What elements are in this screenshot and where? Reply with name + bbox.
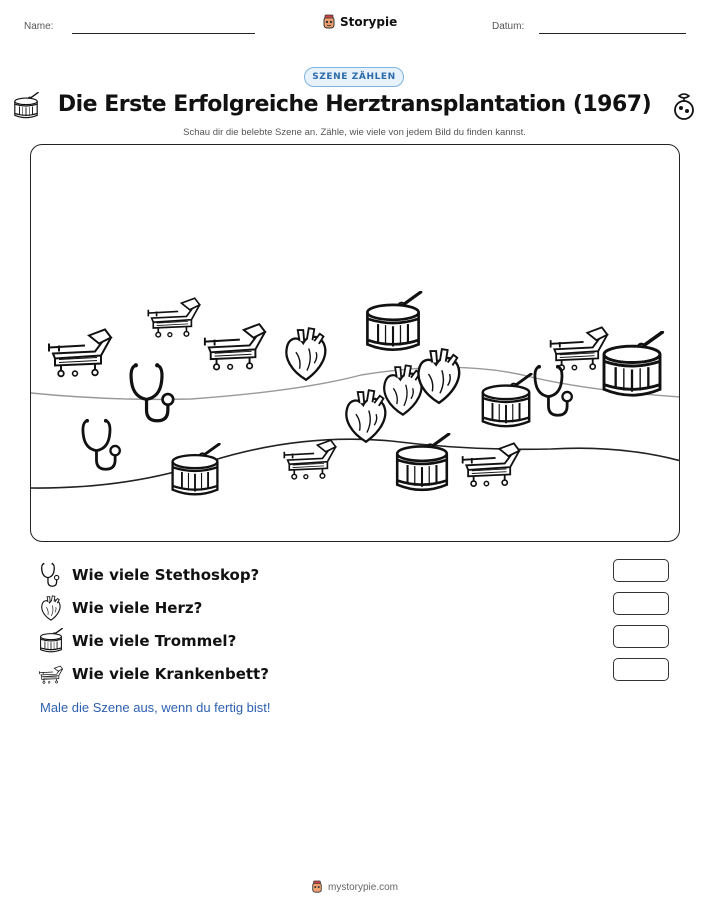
hospital-bed-icon — [201, 317, 269, 373]
drum-icon — [477, 373, 535, 431]
question-text: Wie viele Trommel? — [72, 632, 237, 650]
drum-icon — [597, 331, 667, 401]
answer-box-heart[interactable] — [613, 592, 669, 615]
date-input-line[interactable] — [539, 33, 686, 34]
coloring-instruction: Male die Szene aus, wenn du fertig bist! — [40, 700, 271, 715]
storypie-mascot-icon — [311, 880, 323, 894]
drum-icon — [391, 433, 453, 495]
counting-scene — [30, 144, 680, 542]
hospital-bed-icon — [281, 435, 339, 481]
stethoscope-icon — [79, 417, 127, 473]
hospital-bed-icon — [38, 661, 64, 687]
answer-box-drum[interactable] — [613, 625, 669, 648]
question-text: Wie viele Krankenbett? — [72, 665, 269, 683]
hospital-bed-icon — [45, 321, 115, 381]
stethoscope-icon — [531, 363, 579, 419]
name-label: Name: — [24, 21, 54, 32]
footer — [0, 880, 709, 894]
brand-logo — [322, 14, 397, 30]
heart-icon — [38, 595, 64, 621]
answer-box-hospital-bed[interactable] — [613, 658, 669, 681]
brand-name: Storypie — [340, 15, 398, 29]
question-heart — [38, 595, 202, 621]
page-title: Die Erste Erfolgreiche Herztransplantation (1967) — [57, 92, 652, 117]
question-text: Wie viele Herz? — [72, 599, 203, 617]
stethoscope-icon — [127, 361, 181, 425]
activity-badge: SZENE ZÄHLEN — [304, 67, 404, 87]
hospital-bed-icon — [145, 293, 203, 339]
footer-url[interactable]: mystorypie.com — [327, 881, 398, 893]
decorative-ornament-icon — [671, 92, 697, 122]
name-input-line[interactable] — [72, 33, 255, 34]
answer-box-stethoscope[interactable] — [613, 559, 669, 582]
drum-icon — [167, 443, 223, 499]
drum-icon — [361, 291, 425, 355]
question-stethoscope — [38, 562, 259, 588]
heart-icon — [283, 323, 329, 385]
date-label: Datum: — [492, 21, 525, 32]
question-text: Wie viele Stethoskop? — [72, 566, 260, 584]
stethoscope-icon — [38, 562, 64, 588]
hospital-bed-icon — [459, 437, 523, 489]
question-hospital-bed — [38, 661, 269, 687]
question-drum — [38, 628, 236, 654]
page-subtitle: Schau dir die belebte Szene an. Zähle, wie viele von jedem Bild du finden kannst. — [183, 127, 526, 138]
storypie-mascot-icon — [322, 14, 336, 30]
drum-icon — [38, 628, 64, 654]
